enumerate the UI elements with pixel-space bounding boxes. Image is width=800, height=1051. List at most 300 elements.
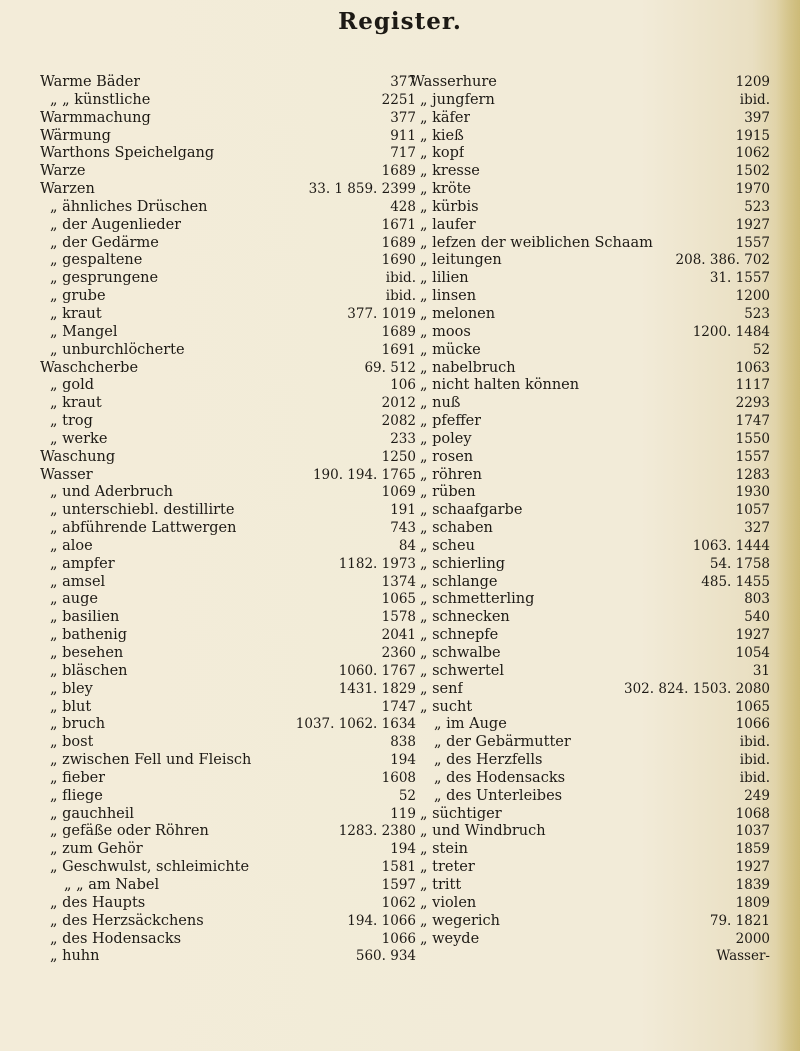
entry-page-numbers: 119 — [390, 805, 416, 822]
index-entry — [410, 484, 770, 502]
index-entry — [410, 895, 770, 913]
entry-page-numbers: 1747 — [381, 698, 416, 715]
index-entry — [40, 877, 416, 895]
entry-page-numbers: 1930 — [735, 484, 770, 501]
index-entry — [410, 663, 770, 681]
entry-page-numbers: 1927 — [735, 859, 770, 876]
index-entry — [410, 788, 770, 806]
paper-edge-stain — [776, 0, 800, 1051]
entry-page-numbers: 1054 — [735, 645, 770, 661]
entry-page-numbers: 1970 — [735, 181, 770, 198]
index-entry — [40, 377, 416, 395]
entry-term: „ lefzen der weiblichen Schaam — [420, 234, 653, 251]
index-entry — [40, 270, 416, 288]
entry-page-numbers: 1200 — [735, 288, 770, 305]
index-entry — [40, 681, 416, 699]
entry-term: Warzen — [40, 181, 95, 198]
entry-term: „ fieber — [50, 769, 106, 786]
entry-term: „ unburchlöcherte — [50, 341, 185, 358]
index-entry — [410, 538, 770, 556]
index-entry — [40, 342, 416, 360]
entry-page-numbers: 1691 — [381, 341, 416, 358]
index-entry — [40, 716, 416, 734]
entry-page-numbers: 84 — [398, 537, 416, 554]
index-entry — [410, 913, 770, 931]
entry-term: „ kresse — [420, 163, 480, 180]
entry-page-numbers: 1927 — [735, 627, 770, 644]
index-entry — [410, 360, 770, 378]
entry-term: „ gefäße oder Röhren — [50, 823, 209, 840]
entry-page-numbers: 52 — [398, 787, 416, 804]
entry-page-numbers: 1502 — [735, 163, 770, 180]
entry-page-numbers: 1431. 1829 — [338, 680, 416, 697]
entry-page-numbers: 523 — [744, 198, 770, 215]
entry-term: „ kröte — [420, 181, 471, 198]
entry-page-numbers: 1689 — [381, 234, 416, 251]
entry-term: „ kürbis — [420, 198, 479, 215]
entry-term: „ schierling — [420, 555, 506, 572]
entry-page-numbers: 2012 — [381, 395, 416, 412]
index-entry — [410, 770, 770, 788]
entry-term: „ zwischen Fell und Fleisch — [50, 752, 252, 769]
index-entry — [410, 859, 770, 877]
entry-page-numbers: 1690 — [381, 252, 416, 269]
entry-term: „ ampfer — [50, 555, 115, 572]
entry-term: „ des Herzfells — [434, 752, 543, 769]
entry-term: „ sucht — [420, 698, 473, 715]
entry-page-numbers: 1069 — [381, 484, 416, 501]
index-entry — [40, 431, 416, 449]
index-entry — [410, 716, 770, 734]
entry-page-numbers: 1915 — [735, 127, 770, 144]
entry-page-numbers: 1250 — [381, 448, 416, 465]
entry-page-numbers: 1066 — [381, 930, 416, 947]
entry-page-numbers: ibid. — [385, 270, 416, 287]
entry-term: „ violen — [420, 894, 477, 911]
entry-term: „ senf — [420, 680, 463, 697]
entry-term: „ des Hodensacks — [50, 930, 182, 947]
index-entry — [410, 128, 770, 146]
index-entry — [40, 145, 416, 163]
index-entry — [40, 235, 416, 253]
entry-page-numbers: 1037. 1062. 1634 — [295, 716, 416, 733]
entry-page-numbers: 560. 934 — [355, 948, 416, 965]
entry-page-numbers: Wasser- — [716, 948, 770, 965]
index-entry — [410, 270, 770, 288]
index-entry — [40, 128, 416, 146]
entry-term: „ der Gedärme — [50, 234, 159, 251]
entry-term: „ weyde — [420, 930, 480, 947]
entry-term: „ und Windbruch — [420, 823, 546, 840]
entry-page-numbers: 1581 — [381, 859, 416, 876]
entry-term: „ poley — [420, 430, 472, 447]
entry-term: „ jungfern — [420, 91, 495, 108]
index-entry — [410, 288, 770, 306]
index-entry — [40, 841, 416, 859]
entry-term: „ mücke — [420, 341, 481, 358]
entry-page-numbers: 1557 — [735, 234, 770, 251]
index-entry — [40, 538, 416, 556]
entry-term: „ basilien — [50, 609, 120, 626]
entry-page-numbers: 191 — [390, 502, 416, 519]
entry-term: „ zum Gehör — [50, 841, 143, 858]
index-entry — [410, 502, 770, 520]
entry-term: „ schnepfe — [420, 627, 499, 644]
index-entry — [410, 431, 770, 449]
left-column — [40, 74, 416, 966]
index-entry — [40, 734, 416, 752]
entry-term: „ des Unterleibes — [434, 787, 563, 804]
entry-page-numbers: 1689 — [381, 163, 416, 180]
entry-page-numbers: 1062 — [381, 894, 416, 911]
index-entry — [410, 645, 770, 663]
index-entry — [40, 163, 416, 181]
index-entry — [40, 288, 416, 306]
entry-page-numbers: 1066 — [735, 716, 770, 733]
entry-term: „ linsen — [420, 288, 477, 305]
entry-page-numbers: 1578 — [381, 609, 416, 626]
entry-term: „ gespaltene — [50, 252, 143, 269]
entry-page-numbers: 2041 — [381, 627, 416, 644]
index-entry — [410, 681, 770, 699]
entry-term: „ kraut — [50, 395, 102, 412]
entry-term: „ aloe — [50, 537, 93, 554]
page-header: Register. — [338, 8, 462, 35]
entry-term: „ wegerich — [420, 912, 501, 929]
entry-page-numbers: ibid. — [739, 734, 770, 751]
entry-page-numbers: 1283 — [735, 466, 770, 483]
index-entry — [40, 306, 416, 324]
entry-term: „ bathenig — [50, 627, 128, 644]
entry-term: „ nicht halten können — [420, 377, 580, 394]
index-entry — [40, 556, 416, 574]
index-entry — [410, 467, 770, 485]
entry-page-numbers: 377 — [390, 74, 416, 90]
entry-page-numbers: 1063 — [735, 359, 770, 376]
entry-term: Warze — [40, 163, 86, 180]
entry-term: „ der Augenlieder — [50, 216, 182, 233]
index-entry — [40, 931, 416, 949]
entry-term: „ leitungen — [420, 252, 502, 269]
entry-term: „ gold — [50, 377, 95, 394]
entry-page-numbers: ibid. — [385, 288, 416, 305]
entry-page-numbers: 2293 — [735, 395, 770, 412]
entry-page-numbers: 397 — [744, 109, 770, 126]
entry-term: Wärmung — [40, 127, 111, 144]
index-entry — [40, 948, 416, 966]
entry-term: „ lilien — [420, 270, 469, 287]
entry-page-numbers: 428 — [390, 198, 416, 215]
entry-page-numbers: 1671 — [381, 216, 416, 233]
entry-page-numbers: 1065 — [735, 698, 770, 715]
entry-page-numbers: 1068 — [735, 805, 770, 822]
entry-page-numbers: 106 — [390, 377, 416, 394]
index-entry — [410, 163, 770, 181]
entry-term: „ „ am Nabel — [64, 876, 160, 893]
entry-term: „ unterschiebl. destillirte — [50, 502, 235, 519]
entry-page-numbers: 803 — [744, 591, 770, 608]
entry-term: „ bost — [50, 734, 94, 751]
index-entry — [40, 467, 416, 485]
index-entry — [410, 574, 770, 592]
entry-term: Wasserhure — [410, 74, 497, 90]
entry-term: „ des Herzsäckchens — [50, 912, 204, 929]
index-entry — [410, 74, 770, 92]
index-entry — [410, 931, 770, 949]
index-entry — [410, 252, 770, 270]
entry-term: „ kopf — [420, 145, 465, 162]
entry-page-numbers: 1182. 1973 — [338, 555, 416, 572]
index-entry — [410, 556, 770, 574]
entry-page-numbers: 1060. 1767 — [338, 662, 416, 679]
entry-page-numbers: 2360 — [381, 645, 416, 661]
entry-term: „ ähnliches Drüschen — [50, 198, 208, 215]
index-entry — [410, 181, 770, 199]
index-entry — [410, 627, 770, 645]
entry-term: Waschung — [40, 448, 116, 465]
index-entry — [40, 699, 416, 717]
entry-term: „ grube — [50, 288, 106, 305]
index-entry — [410, 734, 770, 752]
entry-term: „ kieß — [420, 127, 464, 144]
entry-page-numbers: 911 — [390, 127, 416, 144]
index-entry — [410, 395, 770, 413]
index-entry — [40, 913, 416, 931]
entry-page-numbers: 1747 — [735, 413, 770, 430]
index-entry — [40, 663, 416, 681]
entry-page-numbers: 302. 824. 1503. 2080 — [624, 680, 770, 697]
entry-term: „ trog — [50, 413, 93, 430]
index-entry — [40, 484, 416, 502]
index-entry — [40, 591, 416, 609]
index-entry — [40, 449, 416, 467]
entry-term: „ und Aderbruch — [50, 484, 173, 501]
entry-page-numbers: 2251 — [381, 91, 416, 108]
entry-term: „ süchtiger — [420, 805, 502, 822]
index-entry — [410, 449, 770, 467]
entry-page-numbers: ibid. — [739, 91, 770, 108]
index-entry — [410, 342, 770, 360]
index-entry — [410, 92, 770, 110]
index-entry — [40, 413, 416, 431]
entry-page-numbers: 1927 — [735, 216, 770, 233]
entry-page-numbers: 1200. 1484 — [692, 323, 770, 340]
index-entry — [40, 74, 416, 92]
entry-term: „ schwertel — [420, 662, 504, 679]
index-entry — [410, 609, 770, 627]
entry-term: „ auge — [50, 591, 98, 608]
entry-page-numbers: 1209 — [735, 74, 770, 90]
index-entry — [410, 324, 770, 342]
entry-page-numbers: 1809 — [735, 894, 770, 911]
entry-term: „ im Auge — [434, 716, 507, 733]
entry-page-numbers: 194 — [390, 841, 416, 858]
entry-term: „ schlange — [420, 573, 498, 590]
index-entry — [40, 502, 416, 520]
entry-term: „ nabelbruch — [420, 359, 516, 376]
entry-page-numbers: 69. 512 — [364, 359, 416, 376]
entry-term: Warme Bäder — [40, 74, 141, 90]
entry-term: „ des Hodensacks — [434, 769, 566, 786]
entry-page-numbers: 1859 — [735, 841, 770, 858]
entry-term: „ gauchheil — [50, 805, 135, 822]
entry-page-numbers: 1057 — [735, 502, 770, 519]
entry-page-numbers: 1062 — [735, 145, 770, 162]
entry-page-numbers: 1065 — [381, 591, 416, 608]
index-entry — [40, 199, 416, 217]
index-entry — [410, 145, 770, 163]
index-entry — [40, 609, 416, 627]
index-entry — [40, 360, 416, 378]
entry-term: „ werke — [50, 430, 108, 447]
entry-term: „ kraut — [50, 305, 102, 322]
index-entry — [40, 645, 416, 663]
entry-term: Wasser — [40, 466, 93, 483]
entry-page-numbers: 743 — [390, 520, 416, 537]
entry-page-numbers: 377 — [390, 109, 416, 126]
entry-term: „ käfer — [420, 109, 471, 126]
entry-page-numbers: 52 — [752, 341, 770, 358]
entry-page-numbers: 717 — [390, 145, 416, 162]
index-entry — [410, 413, 770, 431]
entry-term: „ Geschwulst, schleimichte — [50, 859, 250, 876]
entry-term: „ abführende Lattwergen — [50, 520, 237, 537]
entry-page-numbers: 54. 1758 — [709, 555, 770, 572]
index-entry — [410, 110, 770, 128]
entry-term: „ schnecken — [420, 609, 510, 626]
index-entry — [40, 859, 416, 877]
entry-page-numbers: 1689 — [381, 323, 416, 340]
entry-page-numbers: ibid. — [739, 752, 770, 769]
entry-page-numbers: 1608 — [381, 769, 416, 786]
entry-term — [410, 948, 420, 966]
entry-term: „ bläschen — [50, 662, 128, 679]
entry-page-numbers: 1550 — [735, 430, 770, 447]
index-entry — [410, 306, 770, 324]
entry-page-numbers: 1557 — [735, 448, 770, 465]
entry-page-numbers: 327 — [744, 520, 770, 537]
entry-term: „ schaben — [420, 520, 493, 537]
entry-term: „ treter — [420, 859, 475, 876]
entry-page-numbers: 1063. 1444 — [692, 537, 770, 554]
index-entry — [410, 217, 770, 235]
entry-term: Warmmachung — [40, 109, 151, 126]
index-entry — [410, 948, 770, 966]
index-entry — [40, 324, 416, 342]
entry-term: „ schaafgarbe — [420, 502, 523, 519]
entry-term: „ der Gebärmutter — [434, 734, 571, 751]
entry-page-numbers: 540 — [744, 609, 770, 626]
index-entry — [410, 806, 770, 824]
entry-term: „ bruch — [50, 716, 106, 733]
entry-page-numbers: 2082 — [381, 413, 416, 430]
entry-page-numbers: 1117 — [735, 377, 770, 394]
entry-term: „ huhn — [50, 948, 100, 965]
entry-term: „ moos — [420, 323, 471, 340]
index-entry — [410, 591, 770, 609]
entry-term: „ fliege — [50, 787, 103, 804]
index-entry — [40, 770, 416, 788]
index-entry — [410, 520, 770, 538]
index-entry — [410, 877, 770, 895]
entry-term: „ „ künstliche — [50, 91, 151, 108]
entry-term: „ besehen — [50, 645, 124, 661]
entry-page-numbers: 2000 — [735, 930, 770, 947]
index-entry — [410, 841, 770, 859]
entry-page-numbers: 194 — [390, 752, 416, 769]
index-entry — [40, 181, 416, 199]
index-entry — [40, 217, 416, 235]
entry-page-numbers: 31. 1557 — [709, 270, 770, 287]
entry-page-numbers: 1283. 2380 — [338, 823, 416, 840]
entry-term: „ melonen — [420, 305, 496, 322]
index-entry — [410, 199, 770, 217]
entry-term: Warthons Speichelgang — [40, 145, 215, 162]
entry-term: „ blut — [50, 698, 92, 715]
index-entry — [40, 92, 416, 110]
entry-page-numbers: 194. 1066 — [347, 912, 416, 929]
entry-term: „ Mangel — [50, 323, 118, 340]
entry-term: „ laufer — [420, 216, 476, 233]
entry-page-numbers: 1839 — [735, 876, 770, 893]
index-entry — [410, 377, 770, 395]
entry-page-numbers: 190. 194. 1765 — [312, 466, 416, 483]
entry-page-numbers: 208. 386. 702 — [675, 252, 770, 269]
index-entry — [40, 895, 416, 913]
entry-term: „ amsel — [50, 573, 106, 590]
index-entry — [40, 823, 416, 841]
index-entry — [40, 627, 416, 645]
entry-page-numbers: 523 — [744, 305, 770, 322]
entry-term: „ bley — [50, 680, 93, 697]
index-entry — [40, 395, 416, 413]
index-entry — [40, 520, 416, 538]
index-entry — [410, 752, 770, 770]
index-entry — [40, 110, 416, 128]
entry-term: „ nuß — [420, 395, 461, 412]
index-entry — [410, 699, 770, 717]
entry-term: „ stein — [420, 841, 468, 858]
entry-page-numbers: 838 — [390, 734, 416, 751]
entry-page-numbers: 79. 1821 — [709, 912, 770, 929]
entry-page-numbers: 485. 1455 — [701, 573, 770, 590]
entry-page-numbers: 1597 — [381, 876, 416, 893]
entry-page-numbers: 1374 — [381, 573, 416, 590]
index-entry — [40, 252, 416, 270]
entry-term: „ pfeffer — [420, 413, 482, 430]
entry-term: „ rosen — [420, 448, 474, 465]
entry-term: „ gesprungene — [50, 270, 159, 287]
right-column — [410, 74, 770, 966]
entry-page-numbers: 233 — [390, 430, 416, 447]
entry-term: „ röhren — [420, 466, 482, 483]
entry-term: „ tritt — [420, 876, 462, 893]
entry-page-numbers: 1037 — [735, 823, 770, 840]
entry-term: „ schmetterling — [420, 591, 535, 608]
index-entry — [40, 788, 416, 806]
index-entry — [40, 752, 416, 770]
entry-term: Waschcherbe — [40, 359, 139, 376]
entry-term: „ scheu — [420, 537, 475, 554]
index-entry — [410, 235, 770, 253]
entry-term: „ des Haupts — [50, 894, 146, 911]
entry-page-numbers: ibid. — [739, 769, 770, 786]
entry-page-numbers: 33. 1 859. 2399 — [308, 181, 416, 198]
index-entry — [40, 806, 416, 824]
entry-term: „ schwalbe — [420, 645, 501, 661]
entry-term: „ rüben — [420, 484, 476, 501]
index-entry — [40, 574, 416, 592]
